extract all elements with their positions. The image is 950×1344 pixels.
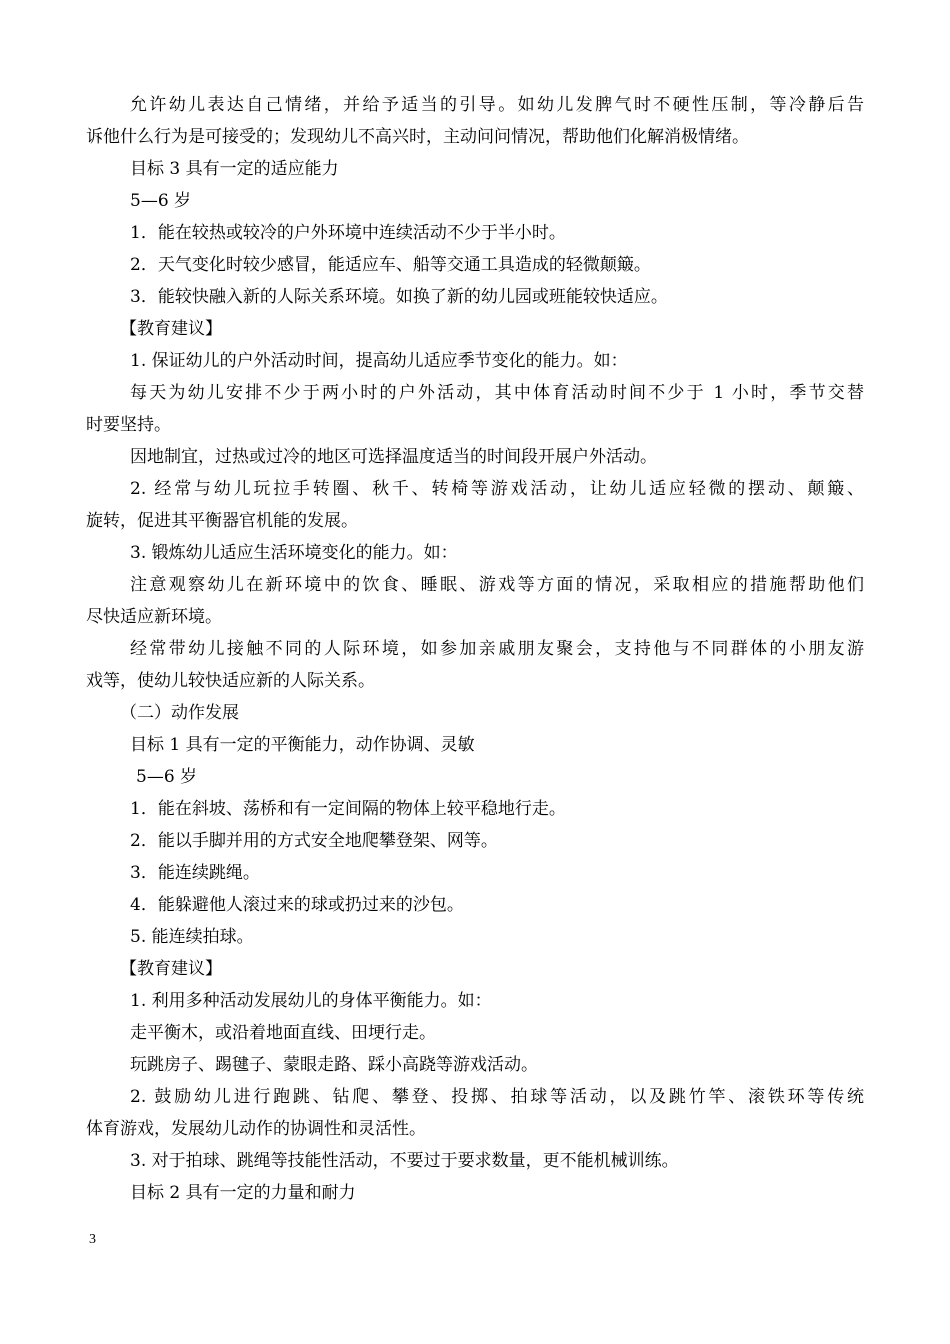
paragraph-line: 尽快适应新环境。 (86, 607, 222, 627)
paragraph-line: 因地制宜，过热或过冷的地区可选择温度适当的时间段开展户外活动。 (130, 447, 657, 467)
list-item: 1. 保证幼儿的户外活动时间，提高幼儿适应季节变化的能力。如： (130, 351, 628, 371)
page-number: 3 (89, 1232, 96, 1247)
page-body (86, 89, 864, 1209)
paragraph-line: 玩跳房子、踢毽子、蒙眼走路、踩小高跷等游戏活动。 (130, 1055, 538, 1075)
list-item: 1. 利用多种活动发展幼儿的身体平衡能力。如： (130, 991, 492, 1011)
section-heading: 目标 1 具有一定的平衡能力，动作协调、灵敏 (130, 735, 475, 755)
section-heading: （二）动作发展 (120, 703, 239, 723)
list-item: 5. 能连续拍球。 (130, 927, 254, 947)
list-item: 3．能连续跳绳。 (130, 863, 260, 883)
paragraph-line: 诉他什么行为是可接受的；发现幼儿不高兴时，主动问问情况，帮助他们化解消极情绪。 (86, 127, 749, 147)
paragraph-line: 旋转，促进其平衡器官机能的发展。 (86, 511, 358, 531)
list-item: 3．能较快融入新的人际关系环境。如换了新的幼儿园或班能较快适应。 (130, 287, 668, 307)
section-heading: 目标 2 具有一定的力量和耐力 (130, 1183, 356, 1203)
paragraph-line: 每天为幼儿安排不少于两小时的户外活动，其中体育活动时间不少于 1 小时，季节交替 (130, 383, 864, 403)
list-item: 1．能在较热或较冷的户外环境中连续活动不少于半小时。 (130, 223, 566, 243)
section-heading: 【教育建议】 (120, 959, 222, 979)
list-item: 3. 对于拍球、跳绳等技能性活动，不要过于要求数量，更不能机械训练。 (130, 1151, 679, 1171)
paragraph-line: 时要坚持。 (86, 415, 171, 435)
list-item: 4．能躲避他人滚过来的球或扔过来的沙包。 (130, 895, 464, 915)
age-label: 5—6 岁 (136, 767, 198, 787)
paragraph-line: 体育游戏，发展幼儿动作的协调性和灵活性。 (86, 1119, 426, 1139)
paragraph-line: 经常带幼儿接触不同的人际环境，如参加亲戚朋友聚会，支持他与不同群体的小朋友游 (130, 639, 864, 659)
paragraph-line: 注意观察幼儿在新环境中的饮食、睡眠、游戏等方面的情况，采取相应的措施帮助他们 (130, 575, 864, 595)
paragraph-line: 戏等，使幼儿较快适应新的人际关系。 (86, 671, 375, 691)
list-item: 2．天气变化时较少感冒，能适应车、船等交通工具造成的轻微颠簸。 (130, 255, 651, 275)
list-item: 2. 经常与幼儿玩拉手转圈、秋千、转椅等游戏活动，让幼儿适应轻微的摆动、颠簸、 (130, 479, 864, 499)
list-item: 3. 锻炼幼儿适应生活环境变化的能力。如： (130, 543, 458, 563)
paragraph-line: 走平衡木，或沿着地面直线、田埂行走。 (130, 1023, 436, 1043)
age-label: 5—6 岁 (130, 191, 192, 211)
list-item: 2．能以手脚并用的方式安全地爬攀登架、网等。 (130, 831, 498, 851)
list-item: 2. 鼓励幼儿进行跑跳、钻爬、攀登、投掷、拍球等活动，以及跳竹竿、滚铁环等传统 (130, 1087, 864, 1107)
paragraph-line: 允许幼儿表达自己情绪，并给予适当的引导。如幼儿发脾气时不硬性压制，等冷静后告 (130, 95, 864, 115)
section-heading: 目标 3 具有一定的适应能力 (130, 159, 339, 179)
section-heading: 【教育建议】 (120, 319, 222, 339)
list-item: 1．能在斜坡、荡桥和有一定间隔的物体上较平稳地行走。 (130, 799, 566, 819)
